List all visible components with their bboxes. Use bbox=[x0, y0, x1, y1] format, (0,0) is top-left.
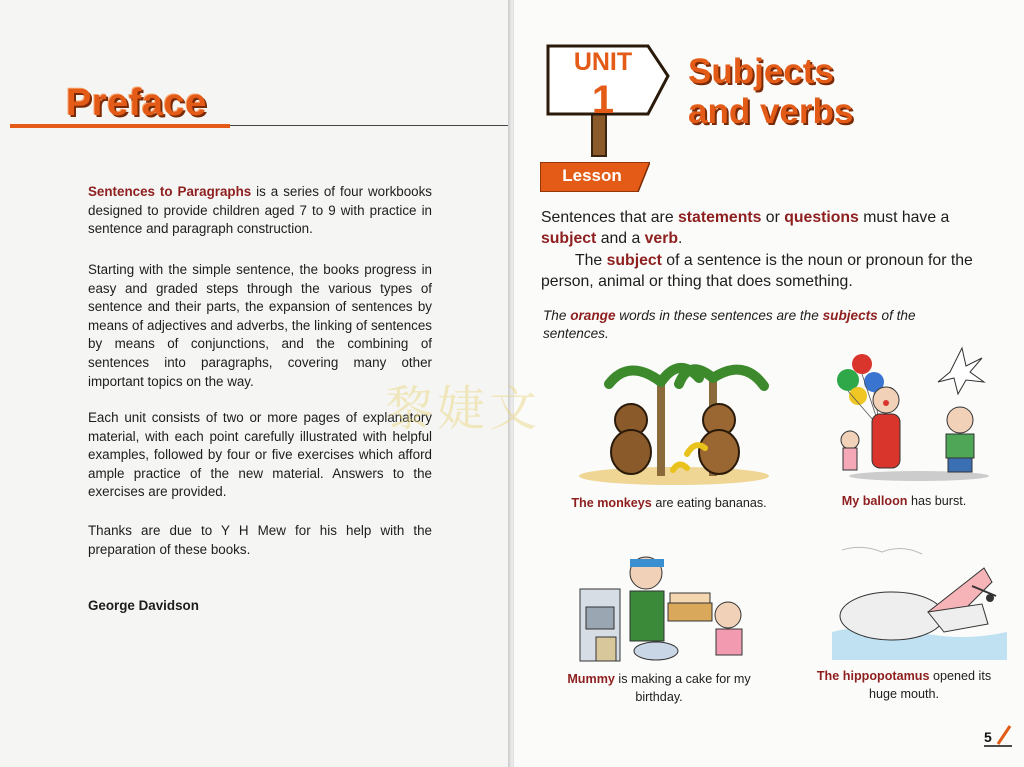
intro-text: The bbox=[543, 308, 571, 323]
caption-text: opened its huge mouth. bbox=[868, 669, 992, 701]
preface-paragraph-4: Thanks are due to Y H Mew for his help with the preparation of these books. bbox=[88, 523, 432, 557]
ghost-text bbox=[258, 86, 267, 125]
title-underline bbox=[10, 124, 230, 128]
lesson-paragraph-1 bbox=[541, 207, 1001, 249]
keyword-subjects: subjects bbox=[822, 308, 878, 323]
preface-title: Preface bbox=[66, 82, 207, 124]
keyword-subject: subject bbox=[541, 230, 597, 247]
subject-monkeys: The monkeys bbox=[571, 496, 652, 510]
keyword-questions: questions bbox=[784, 209, 859, 226]
preface-paragraph-1 bbox=[88, 183, 432, 239]
lesson-text: and a bbox=[596, 230, 645, 247]
paragraph-text: is a series of four workbooks designed to provide children aged 7 to 9 with practice in sentence and paragraph construction. bbox=[88, 184, 433, 237]
author-signature: George Davidson bbox=[88, 598, 199, 613]
monkeys-illustration bbox=[569, 358, 779, 488]
lesson-label: Lesson bbox=[562, 166, 622, 185]
caption-monkeys bbox=[554, 494, 784, 512]
unit-number: 1 bbox=[591, 78, 615, 122]
unit-label: UNIT bbox=[573, 48, 633, 76]
intro-text: of the sentences. bbox=[543, 308, 916, 341]
mummy-cake-illustration bbox=[576, 545, 766, 663]
unit-title-line-2: and verbs bbox=[688, 92, 854, 131]
subject-mummy: Mummy bbox=[567, 672, 615, 686]
caption-balloon bbox=[814, 492, 994, 510]
intro-text: words in these sentences are the bbox=[615, 308, 823, 323]
preface-paragraph-3: Each unit consists of two or more pages of explanatory material, with each point carefully illustrated with helpful examples, followed by four or five exercises which afford ample practice of the new material. Answers to the exercises are provided. bbox=[88, 410, 432, 500]
lesson-text: must have a bbox=[858, 209, 950, 226]
title-rule bbox=[230, 125, 510, 126]
keyword-verb: verb bbox=[644, 230, 678, 247]
clown-balloon-illustration bbox=[834, 338, 1004, 483]
lesson-text: Sentences that are bbox=[541, 209, 678, 226]
right-page bbox=[514, 0, 1024, 767]
hippopotamus-illustration bbox=[832, 540, 1007, 660]
unit-title bbox=[688, 52, 853, 132]
subject-hippopotamus: The hippopotamus bbox=[816, 669, 930, 683]
watermark: 黎婕文 bbox=[385, 381, 542, 437]
series-title: Sentences to Paragraphs bbox=[88, 184, 252, 199]
lesson-text: The bbox=[575, 252, 607, 269]
lesson-paragraph-2 bbox=[541, 250, 1001, 292]
caption-mummy bbox=[554, 670, 764, 706]
lesson-text: of a sentence is the noun or pronoun for the person, animal or thing that does something. bbox=[541, 252, 973, 290]
page-number: 5 bbox=[984, 729, 992, 745]
caption-hippopotamus bbox=[804, 667, 1004, 703]
unit-title-line-1: Subjects bbox=[688, 52, 834, 91]
lesson-text: . bbox=[678, 230, 683, 247]
caption-text: is making a cake for my birthday. bbox=[614, 672, 751, 704]
keyword-orange: orange bbox=[570, 308, 616, 323]
keyword-statements: statements bbox=[678, 209, 762, 226]
keyword-subject: subject bbox=[606, 252, 662, 269]
caption-text: has burst. bbox=[907, 494, 967, 508]
caption-text: are eating bananas. bbox=[651, 496, 767, 510]
preface-paragraph-2: Starting with the simple sentence, the books progress in easy and graded steps through the various types of sentence and their parts, the expansion of sentences by means of adjectives and adverbs, the linking of sentences by means of conjunctions, and the combining of sentences into paragraphs, covering many other important topics on the way. bbox=[88, 262, 432, 389]
lesson-text: or bbox=[761, 209, 785, 226]
subject-balloon: My balloon bbox=[841, 494, 908, 508]
